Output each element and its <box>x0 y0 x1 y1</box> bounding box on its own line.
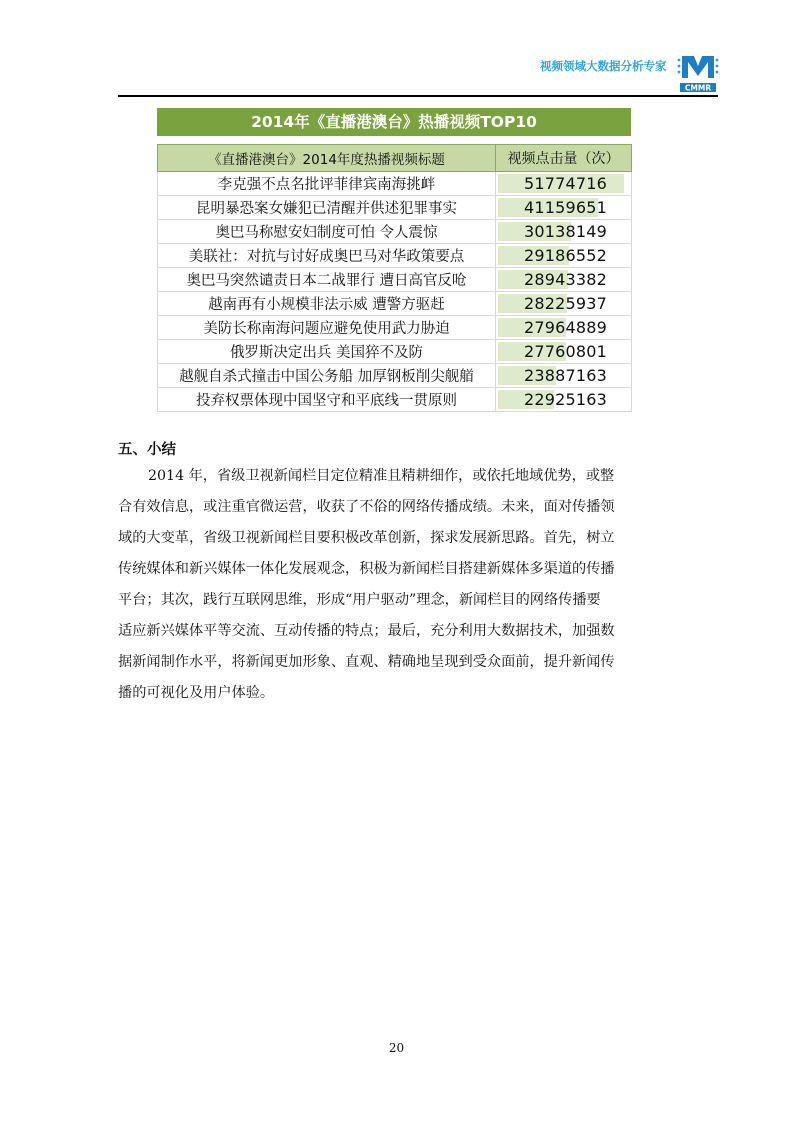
cmmr-logo <box>676 52 720 96</box>
section-heading: 五、小结 <box>118 442 176 458</box>
view-count-value: 23887163 <box>524 365 608 385</box>
paragraph-line: 合有效信息，或注重官微运营，收获了不俗的网络传播成绩。未来，面对传播领 <box>118 499 615 515</box>
paragraph-line: 2014 年，省级卫视新闻栏目定位精准且精耕细作，或依托地域优势，或整 <box>148 468 615 484</box>
video-title-cell: 奥巴马称慰安妇制度可怕 令人震惊 <box>158 220 496 244</box>
table-row <box>158 388 632 412</box>
summary-paragraph <box>118 461 674 709</box>
view-count-value: 27760801 <box>524 341 608 361</box>
table-row <box>158 244 632 268</box>
video-title-cell: 越舰自杀式撞击中国公务船 加厚钢板削尖舰艏 <box>158 364 496 388</box>
top10-table-block <box>157 108 631 412</box>
table-row <box>158 196 632 220</box>
paragraph-line: 传统媒体和新兴媒体一体化发展观念，积极为新闻栏目搭建新媒体多渠道的传播 <box>118 561 615 577</box>
view-count-value: 22925163 <box>524 389 608 409</box>
view-count-value: 29186552 <box>524 245 608 265</box>
view-count-value: 41159651 <box>524 197 608 217</box>
table-title: 2014年《直播港澳台》热播视频TOP10 <box>157 108 631 136</box>
video-title-cell: 越南再有小规模非法示威 遭警方驱赶 <box>158 292 496 316</box>
video-title-cell: 俄罗斯决定出兵 美国猝不及防 <box>158 340 496 364</box>
video-title-cell: 李克强不点名批评菲律宾南海挑衅 <box>158 172 496 196</box>
logo-text: CMMR <box>684 83 712 93</box>
paragraph-line: 平台；其次，践行互联网思维，形成“用户驱动”理念，新闻栏目的网络传播要 <box>118 592 601 608</box>
table-row <box>158 220 632 244</box>
view-count-cell <box>496 172 632 196</box>
video-title-cell: 奥巴马突然谴责日本二战罪行 遭日高官反呛 <box>158 268 496 292</box>
view-count-cell <box>496 220 632 244</box>
view-count-cell <box>496 364 632 388</box>
view-count-cell <box>496 292 632 316</box>
video-title-cell: 昆明暴恐案女嫌犯已清醒并供述犯罪事实 <box>158 196 496 220</box>
view-count-cell <box>496 196 632 220</box>
paragraph-line: 适应新兴媒体平等交流、互动传播的特点；最后，充分利用大数据技术，加强数 <box>118 623 615 639</box>
view-count-cell <box>496 268 632 292</box>
video-title-cell: 投弃权票体现中国坚守和平底线一贯原则 <box>158 388 496 412</box>
paragraph-line: 播的可视化及用户体验。 <box>118 685 275 701</box>
video-title-cell: 美防长称南海问题应避免使用武力胁迫 <box>158 316 496 340</box>
view-count-cell <box>496 340 632 364</box>
paragraph-line: 据新闻制作水平，将新闻更加形象、直观、精确地呈现到受众面前，提升新闻传 <box>118 654 615 670</box>
view-count-value: 30138149 <box>524 221 608 241</box>
header-rule <box>118 95 718 97</box>
top10-table <box>157 144 632 412</box>
view-count-value: 27964889 <box>524 317 608 337</box>
table-row <box>158 268 632 292</box>
view-count-cell <box>496 388 632 412</box>
view-count-value: 28225937 <box>524 293 608 313</box>
view-count-value: 28943382 <box>524 269 608 289</box>
view-count-cell <box>496 244 632 268</box>
column-header-views: 视频点击量（次） <box>496 145 632 172</box>
view-count-value: 51774716 <box>524 173 608 193</box>
view-count-cell <box>496 316 632 340</box>
table-row <box>158 292 632 316</box>
table-row <box>158 316 632 340</box>
header-brand-text: 视频领域大数据分析专家 <box>540 59 667 73</box>
column-header-title: 《直播港澳台》2014年度热播视频标题 <box>158 145 496 172</box>
table-row <box>158 340 632 364</box>
table-row <box>158 364 632 388</box>
page-number: 20 <box>388 1041 405 1055</box>
video-title-cell: 美联社：对抗与讨好成奥巴马对华政策要点 <box>158 244 496 268</box>
table-row <box>158 172 632 196</box>
paragraph-line: 域的大变革，省级卫视新闻栏目要积极改革创新，探求发展新思路。首先，树立 <box>118 530 615 546</box>
table-header-row <box>158 145 632 172</box>
